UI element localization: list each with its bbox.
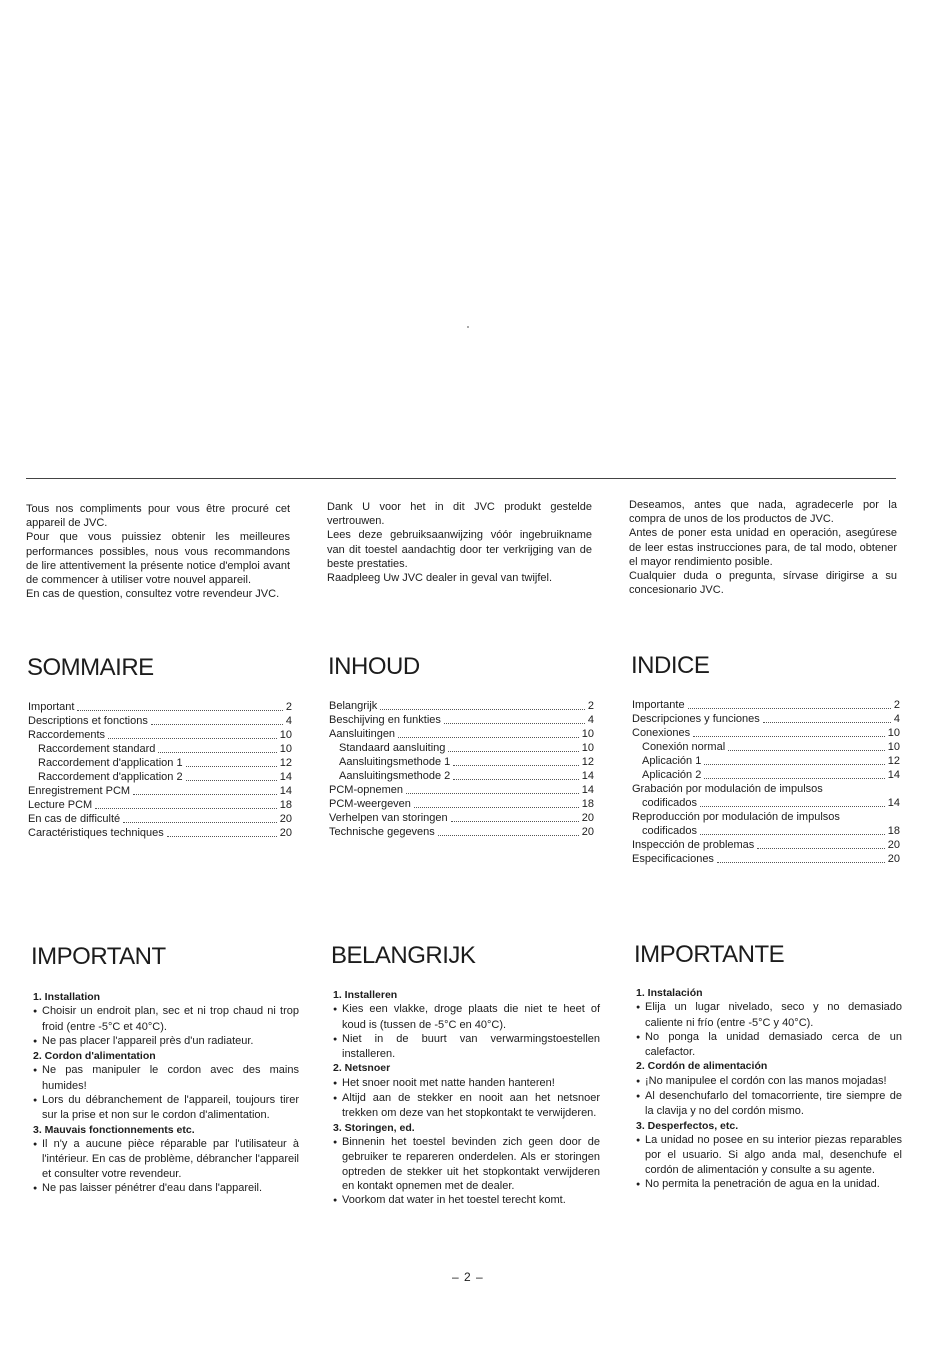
toc-entry-title: PCM-weergeven <box>329 798 411 810</box>
toc-entry-title: Raccordement d'application 1 <box>38 757 183 769</box>
toc-entry-page: 12 <box>887 755 900 767</box>
toc-entry-title: Raccordement standard <box>38 743 156 755</box>
toc-entry-page: 4 <box>587 714 594 726</box>
toc-entry-title: Aplicación 1 <box>642 755 702 767</box>
toc-entry <box>329 755 594 769</box>
bullet-item: ● Niet in de buurt van verwarmingstoestellen installeren. <box>333 1032 600 1062</box>
toc-entry <box>329 811 594 825</box>
intro-paragraph: En cas de question, consultez votre revendeur JVC. <box>26 588 280 601</box>
toc-entry-page: 20 <box>581 826 594 838</box>
toc-entry-title: Conexiones <box>632 727 691 739</box>
page-number: – 2 – <box>452 1270 484 1284</box>
toc-entry: Grabación por modulación de impulsos <box>632 783 823 795</box>
toc-leader <box>186 766 277 767</box>
toc-leader <box>717 862 885 863</box>
toc-entry <box>329 797 594 811</box>
bullet-item: ● No permita la penetración de agua en la unidad. <box>636 1177 902 1192</box>
toc-entry-title: Belangrijk <box>329 700 378 712</box>
section-heading: 2. Cordon d'alimentation <box>33 1050 156 1063</box>
toc-entry-page: 14 <box>887 769 900 781</box>
toc-leader <box>700 834 885 835</box>
bullet-item: ● Lors du débranchement de l'appareil, toujours tirer sur la prise et non sur le cordon d'alimentation. <box>33 1093 299 1123</box>
toc-entry-page: 20 <box>581 812 594 824</box>
bullet-item: ● La unidad no posee en su interior piezas reparables por el usuario. Si algo anda mal, desenchufe el cordón de alimentación y consulte a su agente. <box>636 1133 902 1177</box>
toc-entry-page: 14 <box>279 785 292 797</box>
toc-entry-title: En cas de difficulté <box>28 813 121 825</box>
intro-french <box>26 502 290 601</box>
toc-entry-page: 20 <box>279 827 292 839</box>
toc-entry-title: Especificaciones <box>632 853 714 865</box>
toc-leader <box>693 736 885 737</box>
toc-entry-page: 10 <box>581 728 594 740</box>
toc-entry-page: 14 <box>581 770 594 782</box>
toc-leader <box>151 724 283 725</box>
section-heading: 1. Installeren <box>333 989 398 1001</box>
toc-entry-page: 12 <box>279 757 292 769</box>
bullet-item: ● Altijd aan de stekker en nooit aan het netsnoer trekken om deze van het stopkontakt te verwijderen. <box>333 1091 600 1121</box>
toc-entry <box>28 798 292 812</box>
toc-entry-page: 14 <box>887 797 900 809</box>
toc-entry-title: Aansluitingen <box>329 728 396 740</box>
toc-entry-title: PCM-opnemen <box>329 784 403 796</box>
important-spanish <box>636 986 902 1192</box>
toc-spanish <box>632 698 900 866</box>
toc-title-french: SOMMAIRE <box>27 654 154 681</box>
toc-leader <box>398 737 579 738</box>
toc-entry <box>28 742 292 756</box>
toc-leader <box>167 836 277 837</box>
toc-entry: Reproducción por modulación de impulsos <box>632 811 840 823</box>
toc-title-spanish: INDICE <box>631 652 710 679</box>
toc-entry <box>28 728 292 742</box>
toc-entry-title: Descripciones y funciones <box>632 713 760 725</box>
toc-entry-page: 20 <box>279 813 292 825</box>
toc-entry <box>329 727 594 741</box>
toc-entry-title: Inspección de problemas <box>632 839 755 851</box>
section-heading: 2. Netsnoer <box>333 1062 391 1075</box>
toc-entry-title: Aplicación 2 <box>642 769 702 781</box>
toc-dutch <box>329 699 594 839</box>
toc-entry-page: 10 <box>279 743 292 755</box>
toc-leader <box>448 751 578 752</box>
toc-leader <box>728 750 885 751</box>
scan-speck <box>467 326 469 328</box>
toc-leader <box>438 835 579 836</box>
important-title-dutch: BELANGRIJK <box>331 942 476 969</box>
section-heading: 1. Installation <box>33 991 101 1003</box>
toc-entry-title: Lecture PCM <box>28 799 93 811</box>
toc-entry-page: 2 <box>893 699 900 711</box>
intro-paragraph: Lees deze gebruiksaanwijzing vóór ingebruikname van dit toestel aandachtig door ter verkrijging van de beste prestaties. <box>327 529 592 570</box>
toc-entry-title: Importante <box>632 699 685 711</box>
intro-paragraph: Pour que vous puissiez obtenir les meilleures performances possibles, nous vous recommandons de lire attentivement la présente notice d'emploi avant de commencer à utiliser votre nouvel appareil. <box>26 531 290 587</box>
toc-entry-page: 18 <box>887 825 900 837</box>
toc-leader <box>406 793 579 794</box>
bullet-item: ● Elija un lugar nivelado, seco y no demasiado caliente ni frío (entre -5°C y 40°C). <box>636 1000 902 1030</box>
toc-entry <box>329 741 594 755</box>
toc-entry-page: 14 <box>581 784 594 796</box>
intro-paragraph: Cualquier duda o pregunta, sírvase dirigirse a su concesionario JVC. <box>629 570 897 597</box>
toc-entry-title: Enregistrement PCM <box>28 785 131 797</box>
toc-entry <box>632 754 900 768</box>
toc-entry <box>632 740 900 754</box>
toc-entry <box>329 699 594 713</box>
toc-entry <box>28 714 292 728</box>
intro-paragraph: Antes de poner esta unidad en operación, asegúrese de leer estas instrucciones para, de tal modo, obtener el mayor rendimiento posible. <box>629 527 897 568</box>
toc-entry <box>632 698 900 712</box>
toc-entry-title: Aansluitingsmethode 2 <box>339 770 451 782</box>
intro-paragraph: Deseamos, antes que nada, agradecerle por la compra de unos de los productos de JVC. <box>629 499 897 526</box>
toc-entry <box>28 784 292 798</box>
toc-entry-page: 14 <box>279 771 292 783</box>
toc-leader <box>158 752 276 753</box>
toc-entry-title: Standaard aansluiting <box>339 742 446 754</box>
toc-title-dutch: INHOUD <box>328 653 420 680</box>
bullet-item: ● No ponga la unidad demasiado cerca de un calefactor. <box>636 1030 902 1060</box>
intro-paragraph: Raadpleeg Uw JVC dealer in geval van twijfel. <box>327 572 553 585</box>
toc-entry-title: Raccordement d'application 2 <box>38 771 183 783</box>
section-heading: 2. Cordón de alimentación <box>636 1060 768 1073</box>
toc-entry-page: 18 <box>279 799 292 811</box>
toc-leader <box>757 848 884 849</box>
toc-leader <box>186 780 277 781</box>
toc-leader <box>108 738 277 739</box>
toc-french <box>28 700 292 840</box>
toc-entry-title: Technische gegevens <box>329 826 435 838</box>
toc-entry <box>632 796 900 810</box>
toc-leader <box>77 710 282 711</box>
section-heading: 3. Mauvais fonctionnements etc. <box>33 1123 195 1136</box>
bullet-item: ● Binnenin het toestel bevinden zich geen door de gebruiker te repareren onderdelen. Als er storingen optreden de stekker uit het stopkontakt verwijderen en kontakt opnemen met de dealer. <box>333 1135 600 1193</box>
toc-leader <box>704 764 884 765</box>
toc-entry <box>329 783 594 797</box>
intro-dutch <box>327 500 592 585</box>
toc-entry-page: 2 <box>285 701 292 713</box>
important-french <box>33 990 299 1196</box>
toc-entry-page: 10 <box>581 742 594 754</box>
top-divider <box>26 478 896 479</box>
toc-leader <box>453 765 578 766</box>
toc-leader <box>444 723 585 724</box>
toc-entry-title: codificados <box>642 797 698 809</box>
toc-leader <box>133 794 277 795</box>
toc-entry-title: codificados <box>642 825 698 837</box>
bullet-item: ● Choisir un endroit plan, sec et ni trop chaud ni trop froid (entre -5°C et 40°C). <box>33 1004 299 1034</box>
toc-entry <box>28 770 292 784</box>
toc-entry-title: Aansluitingsmethode 1 <box>339 756 451 768</box>
toc-entry-title: Descriptions et fonctions <box>28 715 148 727</box>
section-heading: 3. Storingen, ed. <box>333 1121 415 1134</box>
toc-entry-page: 20 <box>887 853 900 865</box>
toc-leader <box>414 807 579 808</box>
important-title-french: IMPORTANT <box>31 943 166 970</box>
toc-leader <box>123 822 277 823</box>
toc-entry <box>632 726 900 740</box>
toc-leader <box>763 722 891 723</box>
toc-entry <box>28 700 292 714</box>
toc-entry-page: 10 <box>887 741 900 753</box>
toc-entry-page: 2 <box>587 700 594 712</box>
toc-entry <box>632 852 900 866</box>
intro-paragraph: Dank U voor het in dit JVC produkt gestelde vertrouwen. <box>327 501 592 528</box>
toc-entry-title: Important <box>28 701 75 713</box>
toc-leader <box>453 779 578 780</box>
toc-entry <box>28 756 292 770</box>
bullet-item: ● Il n'y a aucune pièce réparable par l'utilisateur à l'intérieur. En cas de problème, débrancher l'appareil et consulter votre revendeur. <box>33 1137 299 1181</box>
bullet-item: ● Ne pas placer l'appareil près d'un radiateur. <box>33 1034 299 1049</box>
section-heading: 1. Instalación <box>636 987 703 999</box>
intro-paragraph: Tous nos compliments pour vous être procuré cet appareil de JVC. <box>26 503 290 530</box>
toc-entry-page: 4 <box>285 715 292 727</box>
toc-entry <box>632 838 900 852</box>
toc-entry <box>632 768 900 782</box>
toc-entry <box>329 769 594 783</box>
bullet-item: ● Ne pas laisser pénétrer d'eau dans l'appareil. <box>33 1181 299 1196</box>
toc-leader <box>95 808 277 809</box>
bullet-item: ● ¡No manipulee el cordón con las manos mojadas! <box>636 1074 902 1089</box>
toc-entry-page: 18 <box>581 798 594 810</box>
toc-entry <box>632 712 900 726</box>
toc-entry-title: Conexión normal <box>642 741 726 753</box>
toc-leader <box>704 778 884 779</box>
toc-entry <box>28 826 292 840</box>
important-dutch <box>333 988 600 1208</box>
toc-entry <box>329 825 594 839</box>
toc-leader <box>380 709 585 710</box>
bullet-item: ● Kies een vlakke, droge plaats die niet te heet of koud is (tussen de -5°C en 40°C). <box>333 1002 600 1032</box>
toc-entry-title: Verhelpen van storingen <box>329 812 448 824</box>
toc-entry-page: 20 <box>887 839 900 851</box>
important-title-spanish: IMPORTANTE <box>634 941 785 968</box>
toc-leader <box>451 821 579 822</box>
bullet-item: ● Voorkom dat water in het toestel terecht komt. <box>333 1193 600 1208</box>
toc-entry-title: Caractéristiques techniques <box>28 827 164 839</box>
toc-entry <box>329 713 594 727</box>
toc-entry-title: Beschijving en funkties <box>329 714 441 726</box>
toc-entry-page: 10 <box>279 729 292 741</box>
bullet-item: ● Het snoer nooit met natte handen hanteren! <box>333 1076 600 1091</box>
bullet-item: ● Al desenchufarlo del tomacorriente, tire siempre de la clavija y no del cordón mismo. <box>636 1089 902 1119</box>
toc-entry <box>632 824 900 838</box>
toc-entry-page: 10 <box>887 727 900 739</box>
toc-entry <box>28 812 292 826</box>
intro-spanish <box>629 498 897 597</box>
section-heading: 3. Desperfectos, etc. <box>636 1119 739 1132</box>
toc-leader <box>700 806 885 807</box>
bullet-item: ● Ne pas manipuler le cordon avec des mains humides! <box>33 1063 299 1093</box>
toc-entry-title: Raccordements <box>28 729 106 741</box>
toc-leader <box>688 708 891 709</box>
toc-entry-page: 4 <box>893 713 900 725</box>
toc-entry-page: 12 <box>581 756 594 768</box>
